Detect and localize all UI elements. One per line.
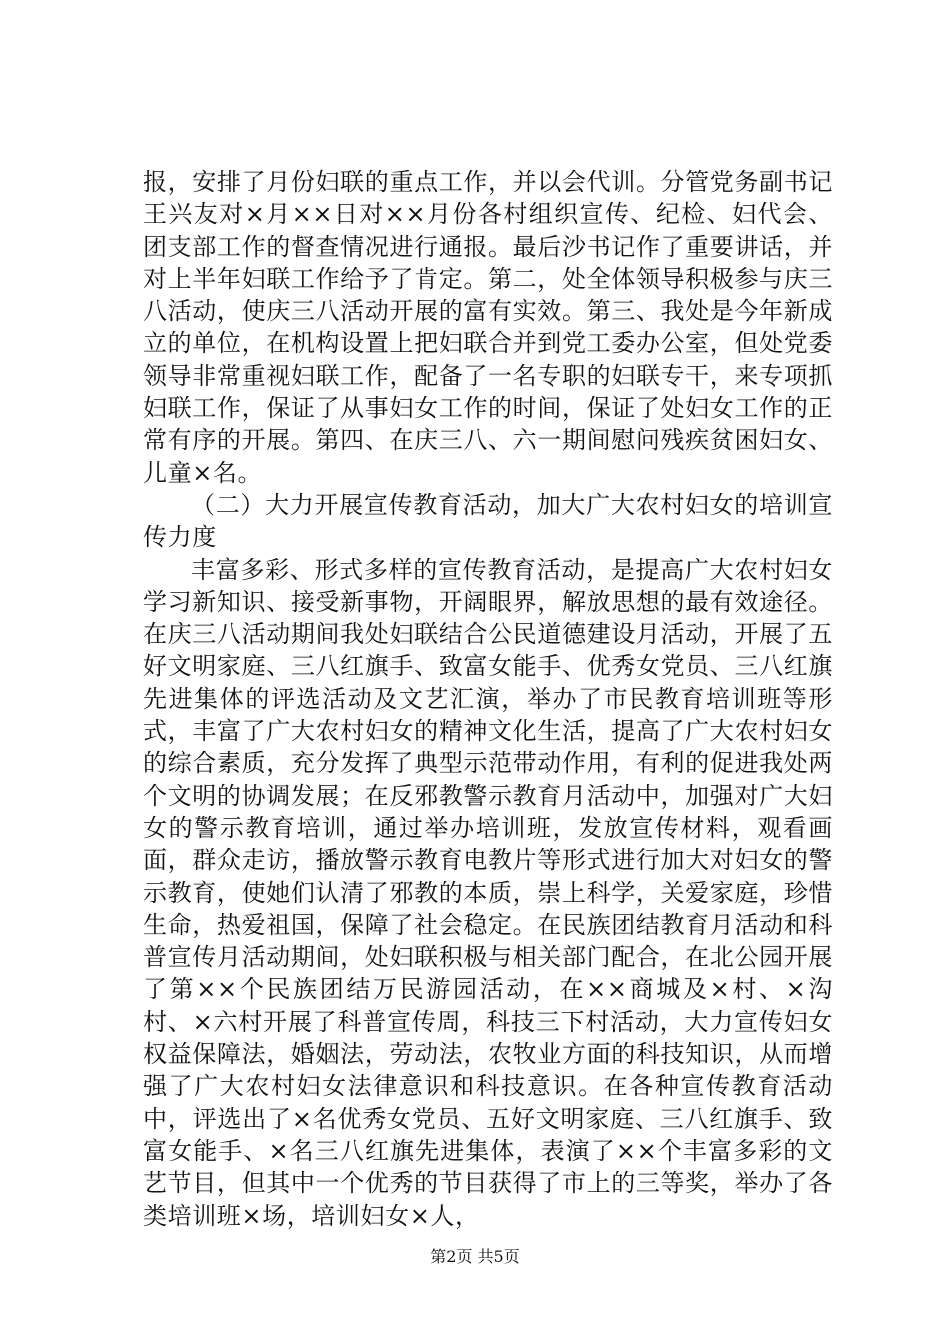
page-number-footer: 第2页 共5页 bbox=[430, 1247, 520, 1266]
paragraph-publicity-education: 丰富多彩、形式多样的宣传教育活动，是提高广大农村妇女学习新知识、接受新事物，开阔眼界，解放思想的最有效途径。在庆三八活动期间我处妇联结合公民道德建设月活动，开展了五好文明家庭、三八红旗手、致富女能手、优秀女党员、三八红旗先进集体的评选活动及文艺汇演，举办了市民教育培训班等形式，丰富了广大农村妇女的精神文化生活，提高了广大农村妇女的综合素质，充分发挥了典型示范带动作用，有利的促进我处两个文明的协调发展；在反邪教警示教育月活动中，加强对广大妇女的警示教育培训，通过举办培训班，发放宣传材料，观看画面，群众走访，播放警示教育电教片等形式进行加大对妇女的警示教育，使她们认清了邪教的本质，崇上科学，关爱家庭，珍惜生命，热爱祖国，保障了社会稳定。在民族团结教育月活动和科普宣传月活动期间，处妇联积极与相关部门配合，在北公园开展了第××个民族团结万民游园活动，在××商城及×村、×沟村、×六村开展了科普宣传周，科技三下村活动，大力宣传妇女权益保障法，婚姻法，劳动法，农牧业方面的科技知识，从而增强了广大农村妇女法律意识和科技意识。在各种宣传教育活动中，评选出了×名优秀女党员、五好文明家庭、三八红旗手、致富女能手、×名三八红旗先进集体，表演了××个丰富多彩的文艺节目，但其中一个优秀的节目获得了市上的三等奖，举办了各类培训班×场，培训妇女×人， bbox=[143, 555, 833, 1230]
section-heading-2: （二）大力开展宣传教育活动，加大广大农村妇女的培训宣传力度 bbox=[143, 490, 833, 552]
paragraph-continuation: 报，安排了月份妇联的重点工作，并以会代训。分管党务副书记王兴友对×月××日对××月份各村组织宣传、纪检、妇代会、团支部工作的督查情况进行通报。最后沙书记作了重要讲话，并对上半年妇联工作给予了肯定。第二，处全体领导积极参与庆三八活动，使庆三八活动开展的富有实效。第三、我处是今年新成立的单位，在机构设置上把妇联合并到党工委办公室，但处党委领导非常重视妇联工作，配备了一名专职的妇联专干，来专项抓妇联工作，保证了从事妇女工作的时间，保证了处妇女工作的正常有序的开展。第四、在庆三八、六一期间慰问残疾贫困妇女、儿童×名。 bbox=[143, 168, 833, 487]
document-body bbox=[143, 166, 833, 1232]
